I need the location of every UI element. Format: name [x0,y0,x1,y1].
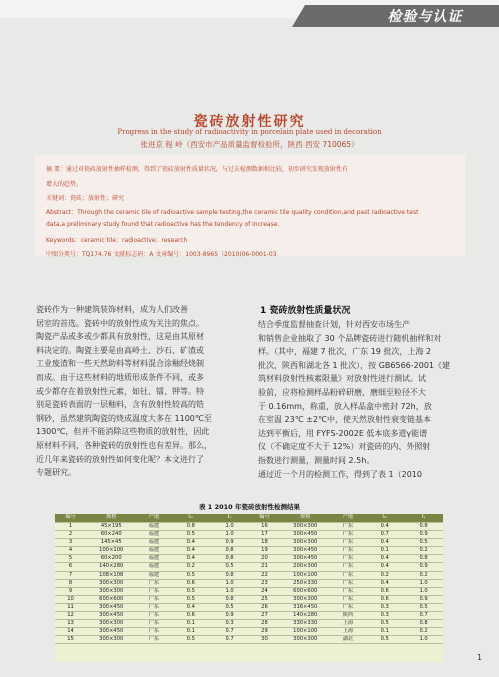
table-cell: 0.4 [365,523,404,531]
table-cell: 广东 [330,539,365,547]
table-cell: 300×450 [280,555,330,563]
table-cell: 108×108 [86,571,136,579]
table-cell: 29 [249,628,280,636]
article-title: 瓷砖放射性研究 [193,114,306,130]
table-cell: 200×300 [280,563,330,571]
table-cell: 0.5 [171,587,210,595]
table-cell: 600×600 [280,587,330,595]
table-cell: 300×450 [280,547,330,555]
body-line: 于 0.16mm，称重，放入样品盒中密封 72h，放 [258,401,432,411]
table-cell: 1.0 [210,531,249,539]
table-cell: 100×100 [86,547,136,555]
table-cell: 100×100 [280,571,330,579]
table-cell: 26 [249,603,280,611]
table-cell: 0.7 [210,628,249,636]
body-line: 近几年来瓷砖的放射性如何变化呢？本文进行了 [36,454,204,464]
table-cell: 0.2 [365,571,404,579]
table-cell: 300×300 [86,579,136,587]
table-cell: 广东 [136,595,171,603]
table-cell: 福建 [136,539,171,547]
article-subtitle-en: Progress in the study of radioactivity in porcelain plate used in decoration [117,128,382,136]
table-cell: 广东 [330,555,365,563]
table-cell: 0.5 [365,636,404,644]
table-cell: 300×300 [280,539,330,547]
table-row [55,531,443,539]
table-cell: 9 [55,587,86,595]
body-line: 批次，陕西和湖北各 1 批次），按 GB6566-2001《建 [258,360,451,370]
table-cell: 300×450 [86,603,136,611]
table-cell: 4 [55,547,86,555]
table-cell: 0.1 [365,547,404,555]
table-row [55,579,443,587]
table-cell: 15 [55,636,86,644]
table-header-cell: 编号 [249,514,280,523]
table-cell: 0.5 [365,620,404,628]
table-cell: 0.8 [404,523,443,531]
table-cell: 0.8 [404,555,443,563]
table-cell: 0.1 [171,620,210,628]
table-cell: 0.7 [365,531,404,539]
table-row [55,595,443,603]
body-line: 瓷砖作为一种建筑装饰材料，成为人们改善 [36,305,188,314]
table-cell: 0.5 [171,571,210,579]
body-line: 专题研究。 [36,468,76,478]
body-right-column [258,318,466,481]
table-header-cell: Iₘ [365,514,404,523]
table-cell: 0.9 [404,595,443,603]
body-line: 居室的首选。瓷砖中的放射性成为关注的焦点。 [36,318,204,328]
table-cell: 0.8 [404,620,443,628]
table-cell: 28 [249,620,280,628]
table-cell: 0.6 [171,612,210,620]
table-cell: 27 [249,612,280,620]
table-row [55,555,443,563]
table-row [55,636,443,644]
table-cell: 1.0 [404,579,443,587]
table-cell: 0.9 [404,563,443,571]
table-cell: 60×240 [86,531,136,539]
table-cell: 广东 [136,620,171,628]
table-cell: 140×280 [86,563,136,571]
table-cell: 300×450 [86,612,136,620]
table-cell: 0.3 [365,603,404,611]
table-cell: 300×300 [280,523,330,531]
body-line: 在室温 23℃ ±2℃中，使天然放射性衰变链基本 [258,415,432,425]
table-cell: 0.4 [365,579,404,587]
table-cell: 250×330 [280,579,330,587]
table-cell: 0.4 [365,555,404,563]
body-line: 而成。由于这些材料的地质形成条件不同，或多 [36,372,204,382]
body-line: 别是瓷砖表面的一层釉料，含有放射性较高的锆 [36,400,204,410]
table-cell: 上海 [330,628,365,636]
table-cell: 140×280 [280,612,330,620]
table-row [55,571,443,579]
table-header-cell: 产地 [330,514,365,523]
table-cell: 13 [55,620,86,628]
table-cell: 30 [249,636,280,644]
body-line: 指数进行测量，测量时间 2.5h。 [258,455,375,465]
table-cell: 0.5 [171,531,210,539]
table-cell: 0.7 [210,636,249,644]
table-cell: 上海 [330,620,365,628]
body-line: 验前，应将检测样品粉碎研磨，磨细至粒径不大 [258,387,426,397]
table-cell: 300×300 [280,595,330,603]
table-cell: 广东 [330,523,365,531]
table-cell: 0.2 [404,571,443,579]
table-cell: 23 [249,579,280,587]
table-cell: 1.0 [404,636,443,644]
table-cell: 100×100 [280,628,330,636]
table-cell: 1.0 [210,523,249,531]
keywords-cn: 关键词：瓷砖；放射性；研究 [46,195,125,202]
table-cell: 广东 [136,612,171,620]
table-row [55,523,443,531]
table-cell: 福建 [136,523,171,531]
table-cell: 5 [55,555,86,563]
table-cell: 300×300 [86,620,136,628]
table-cell: 广东 [330,563,365,571]
table-cell: 0.2 [404,547,443,555]
table-cell: 广东 [330,603,365,611]
page-number: 1 [477,653,483,662]
table-header-cell: 规格 [280,514,330,523]
body-line: 工业废渣和一些天然助料等材料混合涂釉经烧制 [36,359,204,369]
table-header-cell: Iᵧ [210,514,249,523]
table-row [55,539,443,547]
table-cell: 0.8 [210,555,249,563]
table-cell: 0.5 [404,539,443,547]
table-cell: 广东 [330,531,365,539]
table-header-cell: 编号 [55,514,86,523]
table-cell: 0.8 [210,571,249,579]
table-cell: 0.8 [210,595,249,603]
abstract-en-line-2: data,a preliminary study found that radioactive has the tendency of increase. [46,221,280,228]
table-cell: 18 [249,539,280,547]
table-cell: 广东 [136,603,171,611]
table-cell: 0.4 [171,547,210,555]
section-heading: 1 瓷砖放射性质量状况 [260,306,351,316]
table-cell: 福建 [136,531,171,539]
table-cell: 0.6 [365,595,404,603]
header-bar-cap [292,5,305,27]
table-cell: 0.5 [210,603,249,611]
table-header-cell: 产地 [136,514,171,523]
table-cell: 21 [249,563,280,571]
table-cell: 6 [55,563,86,571]
table-cell: 广东 [330,595,365,603]
table-cell: 福建 [136,547,171,555]
table-cell: 广东 [136,636,171,644]
table-cell: 19 [249,547,280,555]
table-cell: 1.0 [210,579,249,587]
table-cell: 300×300 [280,636,330,644]
table-cell: 广东 [330,579,365,587]
table-cell: 300×450 [86,628,136,636]
table-cell: 300×300 [86,587,136,595]
table-cell: 0.4 [171,555,210,563]
table-cell: 陕西 [330,612,365,620]
body-line: 达到平衡后，用 FYFS-2002E 低本底多道γ能谱 [258,428,428,438]
body-line: 料决定的。陶瓷主要是由高岭土、沙石、矿渣或 [36,345,204,355]
table-cell: 广东 [136,579,171,587]
table-cell: 14 [55,628,86,636]
table-cell: 11 [55,603,86,611]
abstract-cn-line-2: 增大的趋势。 [46,181,83,188]
table-cell: 0.4 [365,563,404,571]
classification: 中图分类号：TQ174.76 文献标志码：A 文章编号：1003-8965（2010)06-0001-03 [46,251,277,258]
body-line: 和销售企业抽取了 30 个品牌瓷砖进行随机抽样和对 [258,333,442,343]
table-cell: 0.1 [365,628,404,636]
table-cell: 330×330 [280,620,330,628]
table-cell: 60×200 [86,555,136,563]
table-cell: 0.7 [404,612,443,620]
section-tag: 检验与认证 [387,9,463,25]
abstract-cn-line-1: 摘 要：通过对瓷砖放射性抽样检测，得到了瓷砖放射性质量状况，与过去检测数据相比较，初步研究发现放射性有 [46,166,348,173]
article-authors: 张进京 程 岭（西安市产品质量监督检验所，陕西 西安 710065） [140,140,359,149]
table-cell: 0.9 [210,612,249,620]
table-cell: 316×450 [280,603,330,611]
table-cell: 300×300 [86,636,136,644]
table-row [55,612,443,620]
body-line: 原材料不同，各种瓷砖的放射性也有差异。那么， [36,440,212,450]
table-row [55,563,443,571]
table-cell: 0.9 [404,531,443,539]
table-cell: 0.4 [365,539,404,547]
body-line: 或少都存在着放射性元素，如钍、镭、钾等。特 [36,386,204,396]
body-left-column [36,303,236,480]
table-cell: 0.3 [365,612,404,620]
table-row [55,603,443,611]
table-cell: 湖北 [330,636,365,644]
body-line: 筑材料放射性核素限量》对放射性进行测试。试 [258,374,426,384]
keywords-en: Keywords：ceramic tile；radioactive；research [46,237,188,244]
table-cell: 0.5 [171,636,210,644]
table-cell: 16 [249,523,280,531]
table-cell: 广东 [330,571,365,579]
table-cell: 福建 [136,555,171,563]
table-cell: 300×450 [280,531,330,539]
table-cell: 0.6 [365,587,404,595]
table-cell: 广东 [136,628,171,636]
table-cell: 0.3 [210,620,249,628]
table-cell: 0.6 [171,579,210,587]
table-cell: 1.0 [404,587,443,595]
table-cell: 24 [249,587,280,595]
body-line: 仪（不确定度不大于 12%）对瓷砖的内、外照射 [258,442,431,452]
abstract-en-line-1: Abstract：Through the ceramic tile of radioactive sample testing,the ceramic tile quality condition,and past radioactive test [46,209,419,216]
table-cell: 1 [55,523,86,531]
table-cell: 0.4 [171,539,210,547]
table-cell: 600×600 [86,595,136,603]
table-header-row [55,514,443,523]
body-line: 1300℃，但并不能消除这些物质的放射性，因此 [36,427,210,437]
table-cell: 2 [55,531,86,539]
table-cell: 20 [249,555,280,563]
body-line: 陶瓷产品或多或少都具有放射性，这是由其原材 [36,332,204,342]
table-cell: 广东 [330,587,365,595]
table-cell: 3 [55,539,86,547]
table-header-cell: Iₘ [171,514,210,523]
table-row [55,587,443,595]
body-line: 样。（其中，福建 7 批次，广东 19 批次，上海 2 [258,347,432,357]
table-cell: 0.2 [404,628,443,636]
table-cell: 1.0 [210,587,249,595]
table-cell: 0.4 [171,603,210,611]
table-row [55,620,443,628]
table-cell: 45×195 [86,523,136,531]
table-cell: 0.2 [171,563,210,571]
table-cell: 7 [55,571,86,579]
table-row [55,628,443,636]
table-cell: 广东 [136,587,171,595]
table-cell: 0.5 [404,603,443,611]
body-line: 通过近一个月的检测工作，得到了表 1（2010 [258,469,422,479]
table-cell: 0.5 [171,595,210,603]
table-cell: 145×45 [86,539,136,547]
table-cell: 0.8 [171,523,210,531]
table-cell: 福建 [136,563,171,571]
table-header-cell: Iᵧ [404,514,443,523]
table-cell: 17 [249,531,280,539]
table-body [55,523,443,644]
table-cell: 10 [55,595,86,603]
table-cell: 8 [55,579,86,587]
table-cell: 0.1 [171,628,210,636]
table-cell: 12 [55,612,86,620]
table-cell: 0.5 [210,563,249,571]
table-cell: 福建 [136,571,171,579]
body-line: 钢砂，虽然建筑陶瓷的烧成温度大多在 1100℃至 [36,413,212,423]
table-cell: 22 [249,571,280,579]
table-title: 表 1 2010 年瓷砖放射性检测结果 [199,503,300,511]
table-header-cell: 规格 [86,514,136,523]
table-cell: 0.8 [210,547,249,555]
body-line: 结合季度监督抽查计划，针对西安市场生产 [258,320,410,329]
table-cell: 25 [249,595,280,603]
table-cell: 广东 [330,547,365,555]
table-cell: 0.9 [210,539,249,547]
results-table [55,514,443,644]
table-row [55,547,443,555]
